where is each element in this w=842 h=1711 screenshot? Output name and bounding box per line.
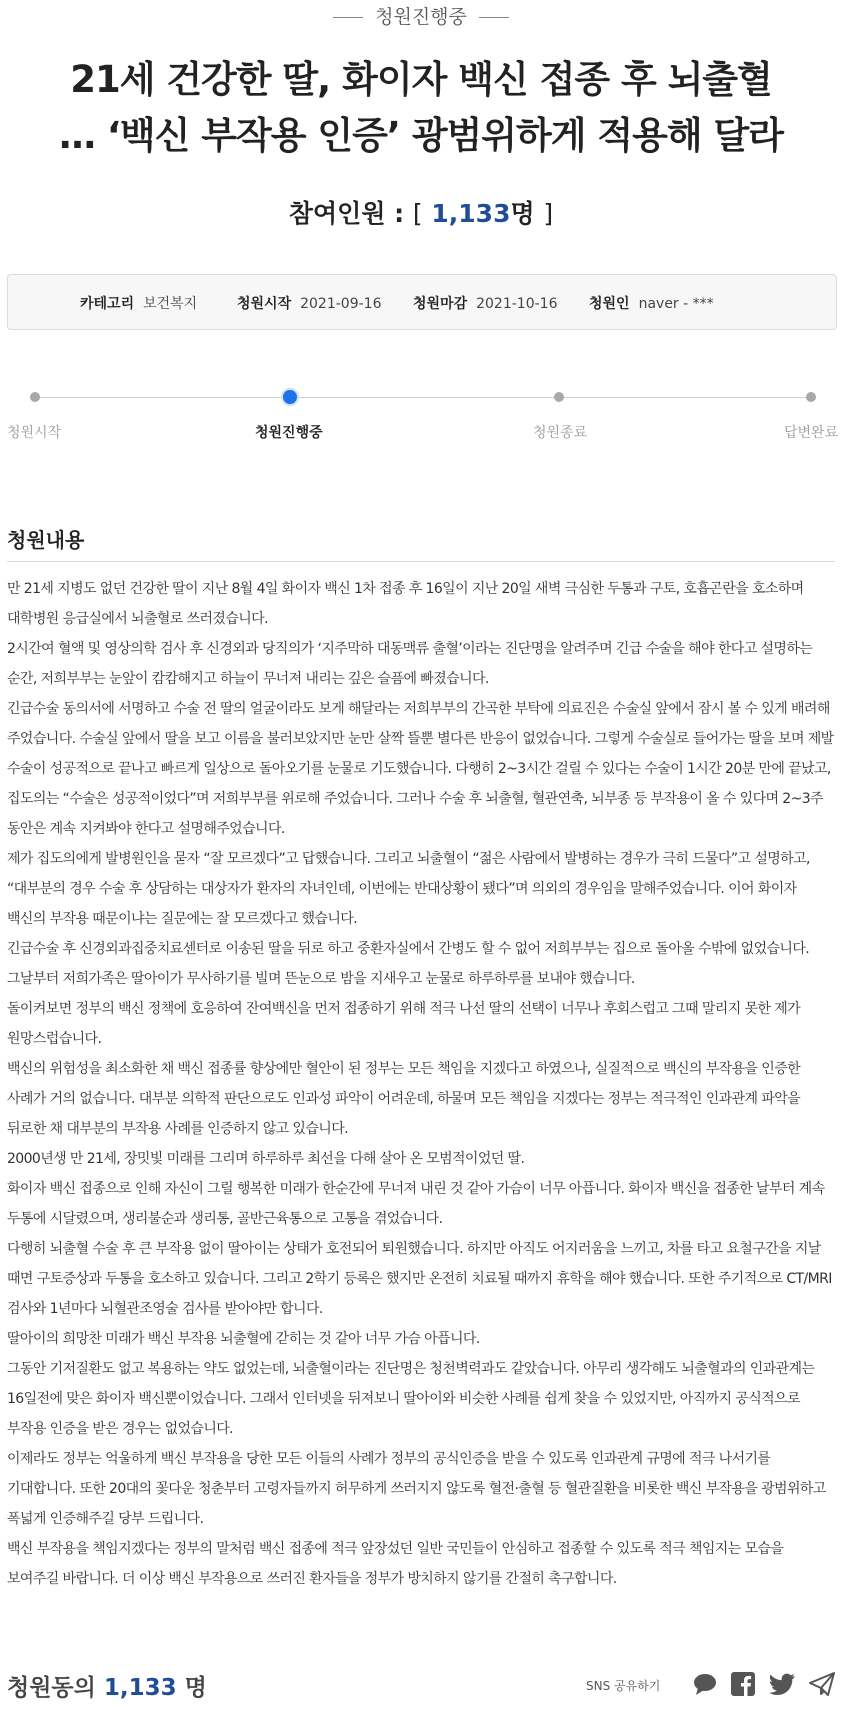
content-paragraph: 2000년생 만 21세, 장밋빛 미래를 그리며 하루하루 최선을 다해 살아 온 모범적이었던 딸. xyxy=(7,1151,525,1167)
content-paragraph: 그동안 기저질환도 없고 복용하는 약도 없었는데, 뇌출혈이라는 진단명은 청천벽력과도 같았습니다. 아무리 생각해도 뇌출혈과의 인과관계는 16일전에 맞은 화이자 백신뿐이었습니다. 그래서 인터넷을 뒤져보니 딸아이와 비슷한 사례를 쉽게 찾을 수 있었지만, 아직까지 공식적으로 부작용 인증을 받은 경우는 없었습니다. xyxy=(7,1361,815,1437)
info-author-value: naver - *** xyxy=(638,296,714,312)
agree-number: 1,133 xyxy=(103,1675,177,1701)
progress-track xyxy=(35,397,811,398)
progress-step-ongoing: 청원진행중 xyxy=(255,425,323,441)
twitter-icon[interactable] xyxy=(768,1671,794,1697)
content-paragraph: 이제라도 정부는 억울하게 백신 부작용을 당한 모든 이들의 사례가 정부의 공식인증을 받을 수 있도록 인과관계 규명에 적극 나서기를 기대합니다. 또한 20대의 꽃다운 청춘부터 고령자들까지 허무하게 쓰러지지 않도록 혈전·출혈 등 혈관질환을 비롯한 백신 부작용을 광범위하고 폭넓게 인증해주길 당부 드립니다. xyxy=(7,1451,826,1527)
info-end-label: 청원마감 xyxy=(413,296,468,312)
progress-dot-answered xyxy=(806,392,816,402)
facebook-icon[interactable] xyxy=(730,1671,756,1697)
content-divider xyxy=(7,561,835,562)
title-line-1: 21세 건강한 딸, 화이자 백신 접종 후 뇌출혈 xyxy=(70,58,772,101)
content-paragraph: 다행히 뇌출혈 수술 후 큰 부작용 없이 딸아이는 상태가 호전되어 퇴원했습니다. 하지만 아직도 어지러움을 느끼고, 차를 타고 요철구간을 지날 때면 구토증상과 두통을 호소하고 있습니다. 그리고 2학기 등록은 했지만 온전히 치료될 때까지 휴학을 해야 했습니다. 또한 주기적으로 CT/MRI 검사와 1년마다 뇌혈관조영술 검사를 받아야만 합니다. xyxy=(7,1241,832,1317)
content-paragraph: 화이자 백신 접종으로 인해 자신이 그릴 행복한 미래가 한순간에 무너져 내린 것 같아 가슴이 너무 아픕니다. 화이자 백신을 접종한 날부터 계속 두통에 시달렸으며, 생리불순과 생리통, 골반근육통으로 고통을 겪었습니다. xyxy=(7,1181,825,1227)
info-category xyxy=(80,293,197,313)
progress-step-answered: 답변완료 xyxy=(784,425,839,441)
info-start-label: 청원시작 xyxy=(237,296,292,312)
info-end xyxy=(413,293,557,313)
agree-count xyxy=(7,1669,207,1702)
progress-step-closed: 청원종료 xyxy=(533,425,588,441)
status-label: 청원진행중 xyxy=(375,6,467,28)
progress-dot-ongoing xyxy=(283,390,297,404)
participant-bracket-open: [ xyxy=(412,199,423,228)
info-end-value: 2021-10-16 xyxy=(476,296,558,312)
participant-label: 참여인원 : xyxy=(288,199,405,228)
content-paragraph: 딸아이의 희망찬 미래가 백신 부작용 뇌출혈에 갇히는 것 같아 너무 가슴 아픕니다. xyxy=(7,1331,480,1347)
info-author-label: 청원인 xyxy=(589,296,630,312)
content-paragraph: 2시간여 혈액 및 영상의학 검사 후 신경외과 당직의가 ‘지주막하 대동맥류 출혈’이라는 진단명을 알려주며 긴급 수술을 해야 한다고 설명하는 순간, 저희부부는 눈앞이 캄캄해지고 하늘이 무너져 내리는 깊은 슬픔에 빠졌습니다. xyxy=(7,641,813,687)
petition-info-box xyxy=(7,274,837,330)
status-line-left xyxy=(333,17,363,18)
speech-bubble-icon[interactable] xyxy=(692,1671,718,1697)
content-paragraph: 만 21세 지병도 없던 건강한 딸이 지난 8월 4일 화이자 백신 1차 접종 후 16일이 지난 20일 새벽 극심한 두통과 구토, 호흡곤란을 호소하며 대학병원 응급실에서 뇌출혈로 쓰러졌습니다. xyxy=(7,581,804,627)
petition-title xyxy=(30,52,812,164)
participant-unit: 명 xyxy=(510,199,535,228)
content-paragraph: 백신의 위험성을 최소화한 채 백신 접종률 향상에만 혈안이 된 정부는 모든 책임을 지겠다고 하였으나, 실질적으로 백신의 부작용을 인증한 사례가 거의 없습니다. 대부분 의학적 판단으로도 인과성 파악이 어려운데, 하물며 모든 책임을 지겠다는 정부는 적극적인 인과관계 파악을 뒤로한 채 대부분의 부작용 사례를 인증하지 않고 있습니다. xyxy=(7,1061,801,1137)
progress-step-start: 청원시작 xyxy=(7,425,62,441)
paper-plane-icon[interactable] xyxy=(808,1671,834,1697)
info-category-label: 카테고리 xyxy=(80,296,135,312)
petition-content xyxy=(7,574,835,1594)
progress-dot-closed xyxy=(554,392,564,402)
info-category-value: 보건복지 xyxy=(143,296,198,312)
content-paragraph: 제가 집도의에게 발병원인을 묻자 “잘 모르겠다”고 답했습니다. 그리고 뇌출혈이 “젊은 사람에서 발병하는 경우가 극히 드물다”고 설명하고, “대부분의 경우 수술 후 상담하는 대상자가 환자의 자녀인데, 이번에는 반대상황이 됐다”며 의외의 경우임을 말해주었습니다. 이어 화이자 백신의 부작용 때문이냐는 질문에는 잘 모르겠다고 했습니다. xyxy=(7,851,810,927)
participant-count xyxy=(0,194,842,230)
progress-dot-start xyxy=(30,392,40,402)
agree-unit: 명 xyxy=(184,1675,207,1701)
content-paragraph: 긴급수술 동의서에 서명하고 수술 전 딸의 얼굴이라도 보게 해달라는 저희부부의 간곡한 부탁에 의료진은 수술실 앞에서 잠시 볼 수 있게 배려해 주었습니다. 수술실 앞에서 딸을 보고 이름을 불러보았지만 눈만 살짝 뜰뿐 별다른 반응이 없었습니다. 그렇게 수술실로 들어가는 딸을 보며 제발 수술이 성공적으로 끝나고 빠르게 일상으로 돌아오기를 눈물로 기도했습니다. 다행히 2~3시간 걸릴 수 있다는 수술이 1시간 20분 만에 끝났고, 집도의는 “수술은 성공적이었다”며 저희부부를 위로해 주었습니다. 그러나 수술 후 뇌출혈, 혈관연축, 뇌부종 등 부작용이 올 수 있다며 2~3주 동안은 계속 지켜봐야 한다고 설명해주었습니다. xyxy=(7,701,834,837)
agree-label: 청원동의 xyxy=(7,1675,96,1701)
content-paragraph: 돌이켜보면 정부의 백신 정책에 호응하여 잔여백신을 먼저 접종하기 위해 적극 나선 딸의 선택이 너무나 후회스럽고 그때 말리지 못한 제가 원망스럽습니다. xyxy=(7,1001,801,1047)
sns-share-label: SNS 공유하기 xyxy=(586,1679,661,1693)
participant-bracket-close: ] xyxy=(543,199,554,228)
content-paragraph: 백신 부작용을 책임지겠다는 정부의 말처럼 백신 접종에 적극 앞장섰던 일반 국민들이 안심하고 접종할 수 있도록 적극 책임지는 모습을 보여주길 바랍니다. 더 이상 백신 부작용으로 쓰러진 환자들을 정부가 방치하지 않기를 간절히 촉구합니다. xyxy=(7,1541,784,1587)
status-header xyxy=(0,2,842,29)
info-start-value: 2021-09-16 xyxy=(300,296,382,312)
title-line-2: … ‘백신 부작용 인증’ 광범위하게 적용해 달라 xyxy=(58,114,783,157)
status-line-right xyxy=(479,17,509,18)
petition-footer xyxy=(0,1665,842,1711)
participant-number: 1,133 xyxy=(431,199,511,228)
info-author xyxy=(589,293,714,313)
petition-progress xyxy=(0,392,842,442)
info-start xyxy=(237,293,381,313)
content-heading: 청원내용 xyxy=(7,528,85,552)
content-paragraph: 긴급수술 후 신경외과집중치료센터로 이송된 딸을 뒤로 하고 중환자실에서 간병도 할 수 없어 저희부부는 집으로 돌아올 수밖에 없었습니다. 그날부터 저희가족은 딸아이가 무사하기를 빌며 뜬눈으로 밤을 지새우고 눈물로 하루하루를 보내야 했습니다. xyxy=(7,941,810,987)
